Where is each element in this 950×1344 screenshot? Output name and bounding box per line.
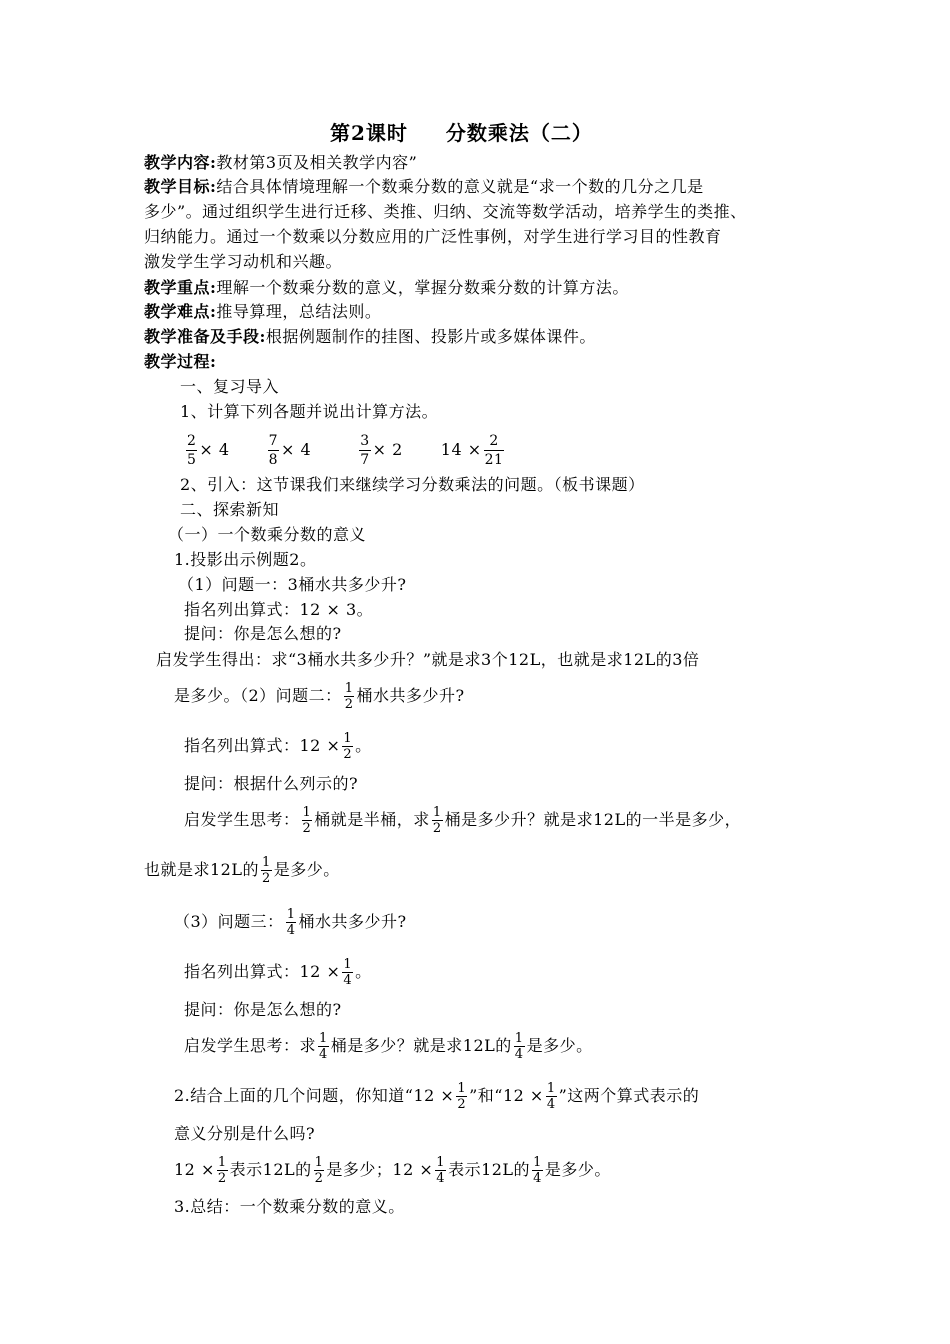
subsection-1-heading: （一）一个数乘分数的意义 <box>168 525 367 544</box>
fraction-one-half: 1 2 <box>344 680 354 712</box>
fraction-one-quarter: 1 4 <box>286 906 296 938</box>
problem-3-formula: 指名列出算式：12 × $\frac{1}{4}$ 。 <box>184 956 372 988</box>
teaching-key-point: 教学重点:理解一个数乘分数的意义，掌握分数乘分数的计算方法。 <box>144 278 629 297</box>
step-2-cont: 意义分别是什么吗? <box>174 1124 316 1143</box>
fraction-one-quarter: $\frac{1}{4}$ <box>546 1080 556 1112</box>
problem-1-hint: 启发学生得出：求“3桶水共多少升？”就是求3个12L，也就是求12L的3倍 <box>156 650 700 669</box>
fraction-one-half: 1 2 <box>432 804 442 836</box>
lesson-number: 第2课时 <box>330 121 408 145</box>
fraction-one-quarter: 1 4 <box>514 1030 524 1062</box>
exercise-4: 14 × $\frac{2}{21}$ <box>440 432 504 468</box>
problem-1-formula: 指名列出算式：12 × 3。 <box>184 600 374 619</box>
problem-2-think-cont: 也就是求12L的 1 2 是多少。 <box>144 854 340 886</box>
section-review-heading: 一、复习导入 <box>180 377 280 396</box>
review-question-2: 2、引入：这节课我们来继续学习分数乘法的问题。（板书课题） <box>180 475 645 494</box>
page-title <box>330 122 593 144</box>
label-goal: 教学目标: <box>144 177 217 196</box>
problem-2: 是多少。（2）问题二： 1 2 桶水共多少升? <box>174 680 465 712</box>
fraction-one-quarter: $\frac{1}{4}$ <box>436 1154 446 1186</box>
fraction-one-quarter: 1 4 <box>319 1030 328 1062</box>
exercise-2: $\frac{7}{8}$ × 4 <box>268 432 312 468</box>
exercise-3: $\frac{3}{7}$ × 2 <box>360 432 403 468</box>
exercise-row <box>184 428 506 472</box>
problem-1-question: 提问：你是怎么想的? <box>184 624 342 643</box>
teaching-content: 教学内容:教材第3页及相关教学内容” <box>144 153 418 172</box>
goal-line-3: 归纳能力。通过一个数乘以分数应用的广泛性事例，对学生进行学习目的性教育 <box>144 227 722 246</box>
fraction-one-half: $\frac{1}{2}$ <box>457 1080 467 1112</box>
teaching-difficulty: 教学难点:推导算理，总结法则。 <box>144 302 382 321</box>
goal-line-2: 多少”。通过组织学生进行迁移、类推、归纳、交流等数学活动，培养学生的类推、 <box>144 202 747 221</box>
problem-2-formula: 指名列出算式：12 × $\frac{1}{2}$ 。 <box>184 730 372 762</box>
problem-3: （3）问题三： 1 4 桶水共多少升? <box>174 906 407 938</box>
teaching-preparation: 教学准备及手段:根据例题制作的挂图、投影片或多媒体课件。 <box>144 327 596 346</box>
problem-2-question: 提问：根据什么列示的? <box>184 774 359 793</box>
step-2-answer: 12 × $\frac{1}{2}$ 表示12L的 1 2 是多少；12 × $\frac{1}{4}$ 表示12L的 1 4 是多少。 <box>174 1154 611 1186</box>
step-2: 2.结合上面的几个问题，你知道“12 × $\frac{1}{2}$ ”和“12 × $\frac{1}{4}$ ”这两个算式表示的 <box>174 1080 700 1112</box>
step-1: 1.投影出示例题2。 <box>174 550 317 569</box>
problem-2-think: 启发学生思考： 1 2 桶就是半桶，求 1 2 桶是多少升？就是求12L的一半是多少， <box>184 804 742 836</box>
step-3: 3.总结：一个数乘分数的意义。 <box>174 1197 405 1216</box>
teaching-process-heading: 教学过程: <box>144 352 217 371</box>
fraction-one-quarter: $\frac{1}{4}$ <box>343 956 353 988</box>
fraction-one-half: $\frac{1}{2}$ <box>217 1154 227 1186</box>
label-content: 教学内容: <box>144 153 217 172</box>
fraction-one-half: 1 2 <box>314 1154 324 1186</box>
teaching-goal: 教学目标:结合具体情境理解一个数乘分数的意义就是“求一个数的几分之几是 <box>144 177 704 196</box>
fraction-one-half: 1 2 <box>262 854 271 886</box>
lesson-name: 分数乘法（二） <box>445 121 593 145</box>
fraction-one-quarter: 1 4 <box>533 1154 542 1186</box>
goal-line-4: 激发学生学习动机和兴趣。 <box>144 252 343 271</box>
problem-3-question: 提问：你是怎么想的? <box>184 1000 342 1019</box>
fraction-one-half: $\frac{1}{2}$ <box>343 730 353 762</box>
exercise-1: $\frac{2}{5}$ × 4 <box>187 432 230 468</box>
review-question-1: 1、计算下列各题并说出计算方法。 <box>180 402 439 421</box>
section-explore-heading: 二、探索新知 <box>180 500 280 519</box>
problem-3-think: 启发学生思考：求 1 4 桶是多少？就是求12L的 1 4 是多少。 <box>184 1030 593 1062</box>
fraction-one-half: 1 2 <box>302 804 312 836</box>
problem-1: （1）问题一：3桶水共多少升? <box>178 575 407 594</box>
